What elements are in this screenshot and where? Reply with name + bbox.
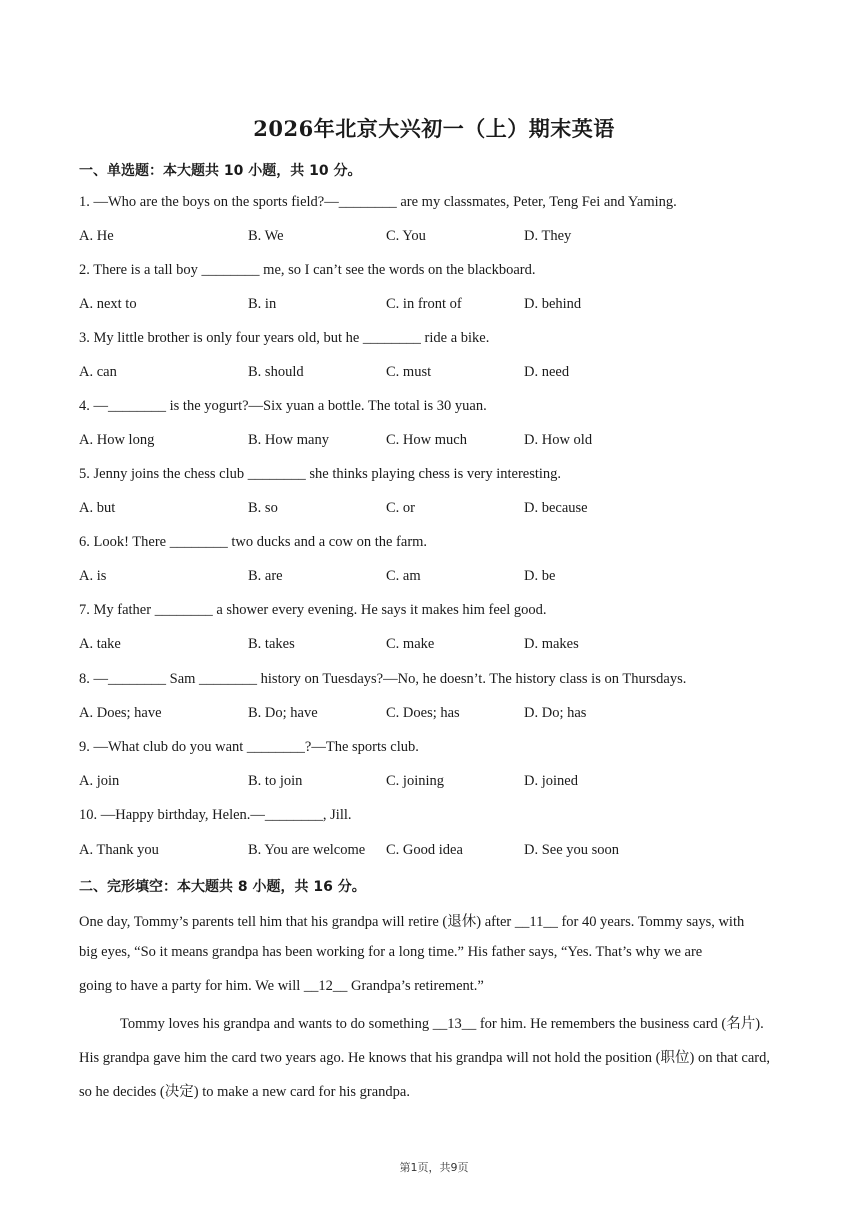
option-b: B. How many bbox=[248, 432, 329, 448]
section-heading-single-choice: 一、单选题：本大题共 10 小题，共 10 分。 bbox=[79, 163, 362, 179]
option-a: A. is bbox=[79, 568, 107, 584]
option-c: C. am bbox=[386, 568, 421, 584]
option-a: A. can bbox=[79, 364, 117, 380]
option-d: D. behind bbox=[524, 296, 582, 312]
option-c: C. Good idea bbox=[386, 842, 463, 858]
option-b: B. are bbox=[248, 568, 283, 584]
option-c: C. joining bbox=[386, 773, 445, 789]
option-d: D. See you soon bbox=[524, 842, 620, 858]
option-a: A. join bbox=[79, 773, 120, 789]
option-b: B. You are welcome bbox=[248, 842, 366, 858]
passage-line: His grandpa gave him the card two years ago. He knows that his grandpa will not hold the position (职位) on that card, bbox=[79, 1050, 771, 1066]
option-c: C. You bbox=[386, 228, 426, 244]
question-stem: 10. —Happy birthday, Helen.—________, Jill. bbox=[79, 807, 352, 823]
option-d: D. be bbox=[524, 568, 556, 584]
option-b: B. takes bbox=[248, 636, 295, 652]
question-stem: 2. There is a tall boy ________ me, so I can’t see the words on the blackboard. bbox=[79, 262, 536, 278]
passage-line: Tommy loves his grandpa and wants to do something __13__ for him. He remembers the business card (名片). bbox=[120, 1016, 764, 1032]
passage-line: One day, Tommy’s parents tell him that his grandpa will retire (退休) after __11__ for 40 years. Tommy says, with bbox=[79, 914, 745, 930]
option-a: A. How long bbox=[79, 432, 155, 448]
option-a: A. but bbox=[79, 500, 116, 516]
question-stem: 8. —________ Sam ________ history on Tuesdays?—No, he doesn’t. The history class is on Thursdays. bbox=[79, 671, 687, 687]
option-d: D. need bbox=[524, 364, 570, 380]
option-b: B. should bbox=[248, 364, 304, 380]
option-c: C. must bbox=[386, 364, 432, 380]
option-c: C. make bbox=[386, 636, 435, 652]
page-title: 2026年北京大兴初一（上）期末英语 bbox=[253, 116, 615, 141]
option-a: A. Thank you bbox=[79, 842, 159, 858]
option-c: C. in front of bbox=[386, 296, 462, 312]
question-stem: 7. My father ________ a shower every evening. He says it makes him feel good. bbox=[79, 602, 547, 618]
option-d: D. They bbox=[524, 228, 572, 244]
page-footer: 第1页，共9页 bbox=[399, 1161, 469, 1174]
option-d: D. joined bbox=[524, 773, 578, 789]
option-d: D. because bbox=[524, 500, 588, 516]
option-d: D. How old bbox=[524, 432, 593, 448]
option-c: C. or bbox=[386, 500, 415, 516]
question-stem: 5. Jenny joins the chess club ________ she thinks playing chess is very interesting. bbox=[79, 466, 562, 482]
option-d: D. makes bbox=[524, 636, 579, 652]
option-c: C. How much bbox=[386, 432, 467, 448]
option-d: D. Do; has bbox=[524, 705, 587, 721]
question-stem: 9. —What club do you want ________?—The sports club. bbox=[79, 739, 419, 755]
option-b: B. in bbox=[248, 296, 277, 312]
option-c: C. Does; has bbox=[386, 705, 460, 721]
option-a: A. take bbox=[79, 636, 121, 652]
option-a: A. next to bbox=[79, 296, 137, 312]
section-heading-cloze: 二、完形填空：本大题共 8 小题，共 16 分。 bbox=[79, 879, 366, 895]
question-stem: 4. —________ is the yogurt?—Six yuan a bottle. The total is 30 yuan. bbox=[79, 398, 487, 414]
question-stem: 3. My little brother is only four years old, but he ________ ride a bike. bbox=[79, 330, 490, 346]
option-b: B. so bbox=[248, 500, 278, 516]
passage-line: big eyes, “So it means grandpa has been working for a long time.” His father says, “Yes. That’s why we are bbox=[79, 944, 703, 960]
option-b: B. We bbox=[248, 228, 284, 244]
option-a: A. He bbox=[79, 228, 114, 244]
option-b: B. Do; have bbox=[248, 705, 318, 721]
question-stem: 6. Look! There ________ two ducks and a cow on the farm. bbox=[79, 534, 428, 550]
passage-line: going to have a party for him. We will __12__ Grandpa’s retirement.” bbox=[79, 978, 484, 994]
passage-line: so he decides (决定) to make a new card for his grandpa. bbox=[79, 1084, 410, 1100]
question-stem: 1. —Who are the boys on the sports field?—________ are my classmates, Peter, Teng Fei and Yaming. bbox=[79, 194, 677, 210]
option-a: A. Does; have bbox=[79, 705, 162, 721]
option-b: B. to join bbox=[248, 773, 303, 789]
